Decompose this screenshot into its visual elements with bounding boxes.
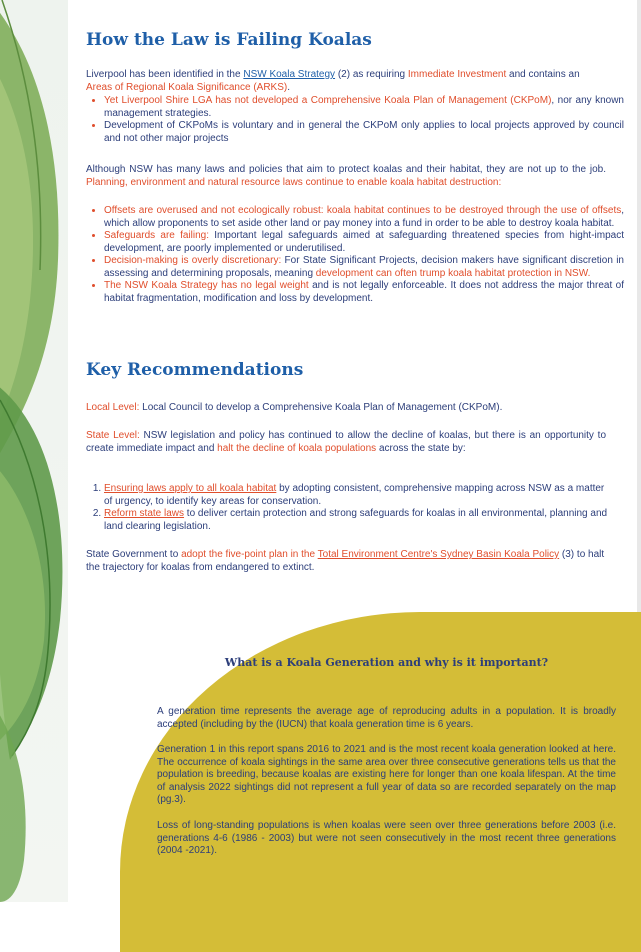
bullet-list-1 [86, 95, 624, 145]
intro-paragraph [86, 69, 606, 94]
bullet-text: , nor any known management strategies. [104, 95, 624, 119]
bullet-text: For State Significant Projects, decision makers have significant discretion in assessing and determining proposals, meaning [104, 255, 624, 279]
list-item [104, 230, 624, 255]
laws-text: Although NSW has many laws and policies that aim to protect koalas and their habitat, they are not up to the job. [86, 164, 606, 175]
tec-koala-policy-link[interactable]: Total Environment Centre's Sydney Basin Koala Policy [317, 549, 560, 560]
final-paragraph [86, 549, 606, 574]
eucalyptus-leaves-image [0, 0, 68, 902]
list-item [104, 483, 614, 508]
generation-paragraph-3: Loss of long-standing populations is when koalas were seen over three generations before 2003 (i.e. generations 4-6 (1986 - 2003) but were not seen consecutively in the most recent three generations (2004 -2021). [157, 820, 616, 856]
bullet-red-text: Offsets are overused and not ecologically robust: koala habitat continues to be destroyed through the use of offsets [104, 205, 622, 216]
bullet-text: Important legal safeguards aimed at safeguarding threatened species from hight-impact development, are poorly implemented or underutilised. [104, 230, 624, 254]
bullet-text: and is not legally enforceable. It does not address the major threat of habitat fragmentation, modification and loss by development. [104, 280, 624, 304]
list-item [104, 205, 624, 230]
immediate-investment-text: Immediate Investment [407, 69, 507, 80]
list-item [104, 120, 624, 145]
list-item [104, 508, 614, 533]
heading-key-recommendations: Key Recommendations [86, 360, 304, 380]
arks-text: Areas of Regional Koala Significance (ARKS) [86, 81, 288, 93]
intro-text-1: Liverpool has been identified in the [86, 69, 244, 80]
bullet-red-text: Safeguards are failing: [104, 230, 210, 241]
state-level-text-1: NSW legislation and policy has continued to allow the decline of koalas, but there is an opportunity to create immediate impact and [86, 430, 607, 454]
state-level-text-2: across the state by: [376, 442, 466, 454]
intro-text-2: (2) as requiring [335, 69, 408, 80]
numbered-list [86, 483, 614, 533]
local-level-label: Local Level: [86, 402, 140, 413]
list-item [104, 280, 624, 305]
paragraph-laws [86, 164, 606, 189]
local-level-text: Local Council to develop a Comprehensive Koala Plan of Management (CKPoM). [139, 402, 503, 413]
list-item [104, 255, 624, 280]
generation-paragraph-2: Generation 1 in this report spans 2016 to 2021 and is the most recent koala generation looked at here. The occurrence of koala sightings in the same area over three consecutive generations tells us that the population is breeding, because koalas are existing here for longer than one koala lifespan. At the time of analysis 2022 sightings did not represent a full year of data so are recorded separately on the map (pg.3). [157, 744, 616, 805]
intro-text-3: and contains an [506, 69, 580, 80]
nsw-koala-strategy-link[interactable]: NSW Koala Strategy [243, 69, 336, 80]
koala-generation-heading: What is a Koala Generation and why is it important? [224, 656, 549, 669]
bullet-red-text-2: development can often trump koala habitat protection in NSW. [315, 267, 591, 279]
intro-text-4: . [287, 81, 290, 93]
bullet-text: , which allow proponents to set aside other land or pay money into a fund in order to be able to destroy koala habitat. [104, 205, 624, 229]
halt-decline-text: halt the decline of koala populations [217, 442, 377, 454]
bullet-list-2 [86, 205, 624, 305]
bullet-red-text: Decision-making is overly discretionary: [104, 255, 282, 266]
laws-red-text: Planning, environment and natural resource laws continue to enable koala habitat destruction: [86, 176, 502, 188]
heading-law-failing: How the Law is Failing Koalas [86, 30, 372, 50]
bullet-red-text: The NSW Koala Strategy has no legal weight [104, 280, 309, 291]
final-text-2: (3) to halt the trajectory for koalas from endangered to extinct. [86, 549, 605, 573]
state-level-label: State Level: [86, 430, 140, 441]
five-point-plan-text: adopt the five-point plan in the [181, 549, 318, 560]
generation-paragraph-1: A generation time represents the average age of reproducing adults in a population. It is broadly accepted (including by the (IUCN) that koala generation time is 6 years. [157, 706, 616, 730]
numbered-text: by adopting consistent, comprehensive mapping across NSW as a matter of urgency, to identify key areas for conservation. [104, 483, 605, 507]
reform-laws-link[interactable]: Reform state laws [104, 508, 185, 519]
bullet-red-text: Yet Liverpool Shire LGA has not developed a Comprehensive Koala Plan of Management (CKPoM) [104, 95, 552, 106]
numbered-text: to deliver certain protection and strong safeguards for koalas in all environmental, planning and land clearing legislation. [104, 508, 608, 532]
ensuring-laws-link[interactable]: Ensuring laws apply to all koala habitat [104, 483, 277, 494]
state-level-paragraph [86, 430, 606, 455]
leaf-illustration [0, 0, 68, 902]
list-item [104, 95, 624, 120]
local-level-paragraph [86, 402, 606, 415]
bullet-text: Development of CKPoMs is voluntary and in general the CKPoM only applies to local projects approved by council and not other major projects [104, 120, 624, 144]
final-text-1: State Government to [86, 549, 182, 560]
